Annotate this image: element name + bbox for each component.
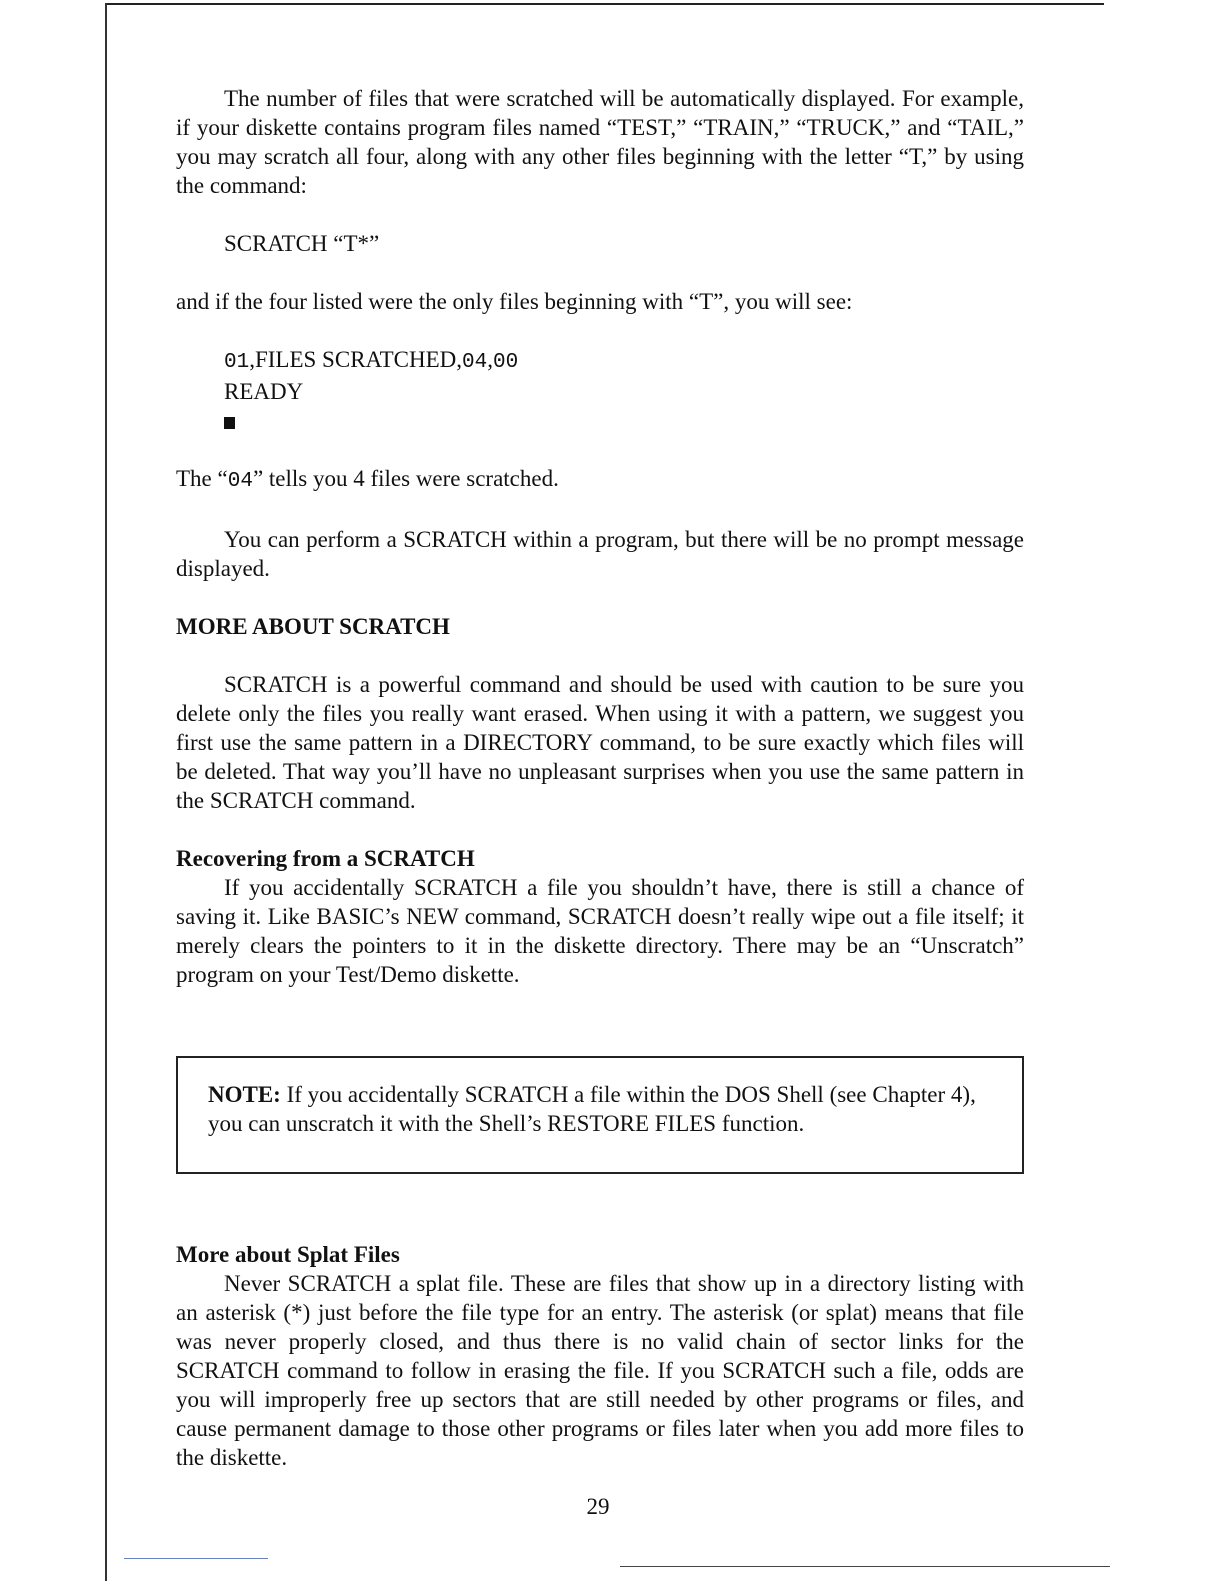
paragraph-scratch-in-program: You can perform a SCRATCH within a program, but there will be no prompt message displayed. <box>176 527 1024 581</box>
paragraph-04-explanation <box>176 464 1024 496</box>
output-line-ready: READY <box>224 379 304 404</box>
scan-artifact-line <box>124 1558 268 1559</box>
cursor-line <box>176 406 1024 435</box>
output-sector: 00 <box>492 351 519 374</box>
heading-recovering: Recovering from a SCRATCH <box>176 846 475 871</box>
note-label: NOTE: <box>208 1082 281 1107</box>
page-body <box>176 84 1024 1472</box>
command-example: SCRATCH “T*” <box>224 231 380 256</box>
paragraph-recovering: If you accidentally SCRATCH a file you shouldn’t have, there is still a chance of saving it. Like BASIC’s NEW command, SCRATCH doesn’t really wipe out a file itself; it merely clears the pointers to it in the diskette directory. There may be an “Unscratch” program on your Test/Demo diskette. <box>176 875 1024 987</box>
scan-border-left <box>105 3 107 1581</box>
paragraph-splat-files: Never SCRATCH a splat file. These are files that show up in a directory listing with an asterisk (*) just before the file type for an entry. The asterisk (or splat) means that file was never properly closed, and thus there is no valid chain of sector links for the SCRATCH command to follow in erasing the file. If you SCRATCH such a file, odds are you will improperly free up sectors that are still needed by other programs or files, and cause permanent damage to those other programs or files later when you add more files to the diskette. <box>176 1271 1024 1470</box>
paragraph-scratched-count: The number of files that were scratched will be automatically displayed. For example, if your diskette contains program files named “TEST,” “TRAIN,” “TRUCK,” and “TAIL,” you may scratch all four, along with any other files beginning with the letter “T,” by using the command: <box>176 86 1024 198</box>
output-separator: , <box>487 347 493 372</box>
paragraph-04-suffix: ” tells you 4 files were scratched. <box>252 466 559 491</box>
output-line-files-scratched <box>176 345 1024 377</box>
paragraph-scratch-caution: SCRATCH is a powerful command and should be used with caution to be sure you delete only the files you really want erased. When using it with a pattern, we suggest you first use the same pattern in a DIRECTORY command, to be sure exactly which files will be deleted. That way you’ll have no unpleasant surprises when you use the same pattern in the SCRATCH command. <box>176 672 1024 813</box>
output-code: 01 <box>224 351 250 374</box>
scan-border-top <box>106 3 1104 5</box>
cursor-block-icon <box>224 417 235 429</box>
note-box <box>176 1056 1024 1174</box>
heading-splat-files: More about Splat Files <box>176 1242 400 1267</box>
paragraph-four-listed: and if the four listed were the only files beginning with “T”, you will see: <box>176 289 853 314</box>
output-count: 04 <box>462 351 488 374</box>
page-number: 29 <box>586 1494 610 1519</box>
scan-border-bottom <box>620 1566 1110 1567</box>
heading-more-about-scratch: MORE ABOUT SCRATCH <box>176 614 450 639</box>
note-body: If you accidentally SCRATCH a file within the DOS Shell (see Chapter 4), you can unscratch it with the Shell’s RESTORE FILES function. <box>208 1082 976 1136</box>
paragraph-04-prefix: The “ <box>176 466 228 491</box>
output-message: ,FILES SCRATCHED, <box>249 347 463 372</box>
note-text <box>208 1080 992 1138</box>
paragraph-04-value: 04 <box>227 470 253 493</box>
